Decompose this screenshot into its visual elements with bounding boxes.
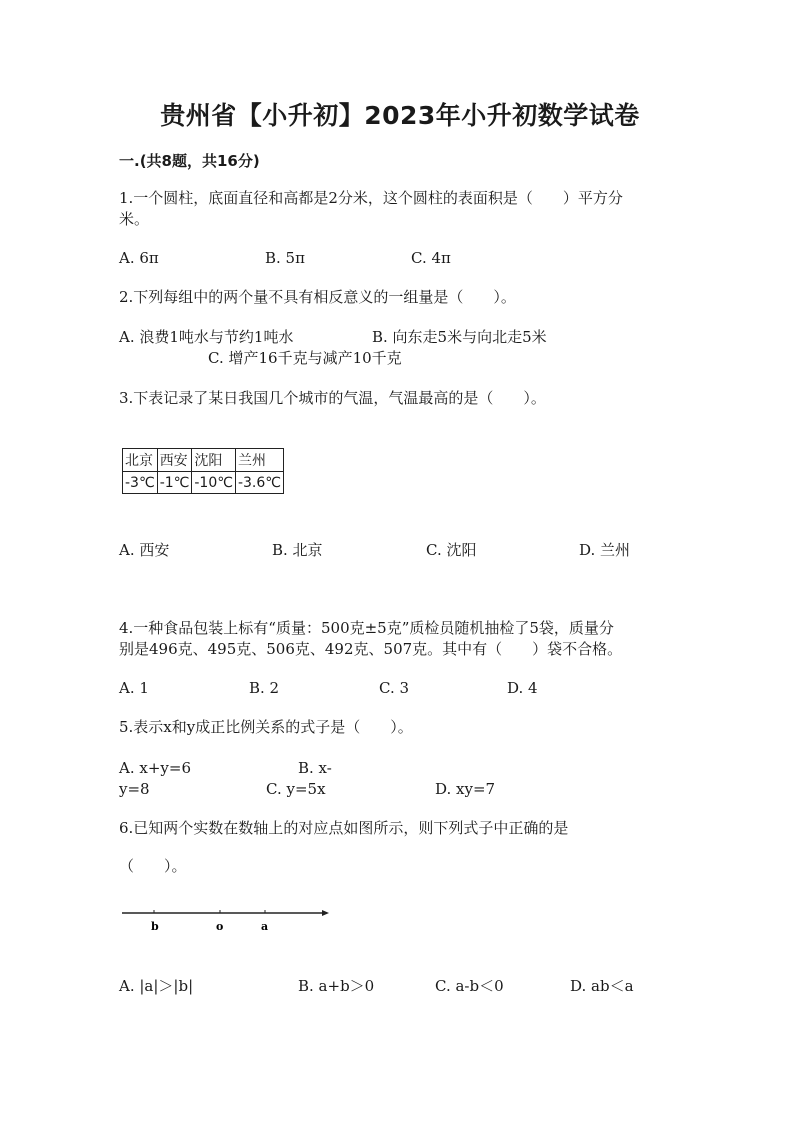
q6-option-d: D. ab＜a <box>570 977 634 995</box>
q2-option-c: C. 增产16千克与减产10千克 <box>208 349 402 367</box>
q5-option-a: A. x+y=6 <box>119 759 191 777</box>
table-cell-temp: -3℃ <box>123 472 158 494</box>
q1-option-b: B. 5π <box>265 249 305 267</box>
q5-option-b-part2: y=8 <box>119 780 150 798</box>
page-title: 贵州省【小升初】2023年小升初数学试卷 <box>160 101 640 130</box>
q4-option-b: B. 2 <box>249 679 280 697</box>
q4-option-a: A. 1 <box>119 679 149 697</box>
table-cell-temp: -10℃ <box>192 472 236 494</box>
number-line-label-o: o <box>216 920 224 933</box>
q3-option-a: A. 西安 <box>119 541 170 559</box>
q6-stem-line1: 6.已知两个实数在数轴上的对应点如图所示，则下列式子中正确的是 <box>119 819 569 837</box>
table-row-cities <box>123 449 284 472</box>
q6-stem-line2: （ ）。 <box>119 857 187 875</box>
table-cell-temp: -3.6℃ <box>235 472 283 494</box>
number-line-label-b: b <box>151 920 159 933</box>
q5-option-c: C. y=5x <box>266 780 326 798</box>
q3-option-d: D. 兰州 <box>579 541 631 559</box>
q6-option-b: B. a+b＞0 <box>298 977 375 995</box>
q6-option-a: A. |a|＞|b| <box>119 977 194 995</box>
q1-stem-line2: 米。 <box>119 210 150 228</box>
q5-option-d: D. xy=7 <box>435 780 496 798</box>
table-cell-city: 沈阳 <box>192 449 236 472</box>
table-row-temps <box>123 472 284 494</box>
q4-stem-line1: 4.一种食品包装上标有“质量：500克±5克”质检员随机抽检了5袋，质量分 <box>119 619 614 637</box>
q2-option-b: B. 向东走5米与向北走5米 <box>372 328 547 346</box>
table-cell-city: 兰州 <box>235 449 283 472</box>
q3-option-b: B. 北京 <box>272 541 323 559</box>
table-cell-city: 西安 <box>157 449 192 472</box>
number-line-figure <box>122 905 337 935</box>
q5-stem: 5.表示x和y成正比例关系的式子是（ ）。 <box>119 718 413 736</box>
q4-option-c: C. 3 <box>379 679 410 697</box>
q3-stem: 3.下表记录了某日我国几个城市的气温，气温最高的是（ ）。 <box>119 389 546 407</box>
q1-option-c: C. 4π <box>411 249 451 267</box>
q4-option-d: D. 4 <box>507 679 538 697</box>
table-cell-temp: -1℃ <box>157 472 192 494</box>
q2-option-a: A. 浪费1吨水与节约1吨水 <box>119 328 294 346</box>
q3-option-c: C. 沈阳 <box>426 541 477 559</box>
q2-stem: 2.下列每组中的两个量不具有相反意义的一组量是（ ）。 <box>119 288 516 306</box>
q1-option-a: A. 6π <box>119 249 159 267</box>
q6-option-c: C. a-b＜0 <box>435 977 504 995</box>
table-cell-city: 北京 <box>123 449 158 472</box>
number-line-label-a: a <box>261 920 269 933</box>
section-heading: 一.(共8题，共16分) <box>119 152 260 170</box>
number-line-arrow-icon <box>322 910 329 916</box>
q4-stem-line2: 别是496克、495克、506克、492克、507克。其中有（ ）袋不合格。 <box>119 640 623 658</box>
temperature-table <box>122 448 284 494</box>
q5-option-b-part1: B. x- <box>298 759 332 777</box>
q1-stem-line1: 1.一个圆柱，底面直径和高都是2分米，这个圆柱的表面积是（ ）平方分 <box>119 189 623 207</box>
